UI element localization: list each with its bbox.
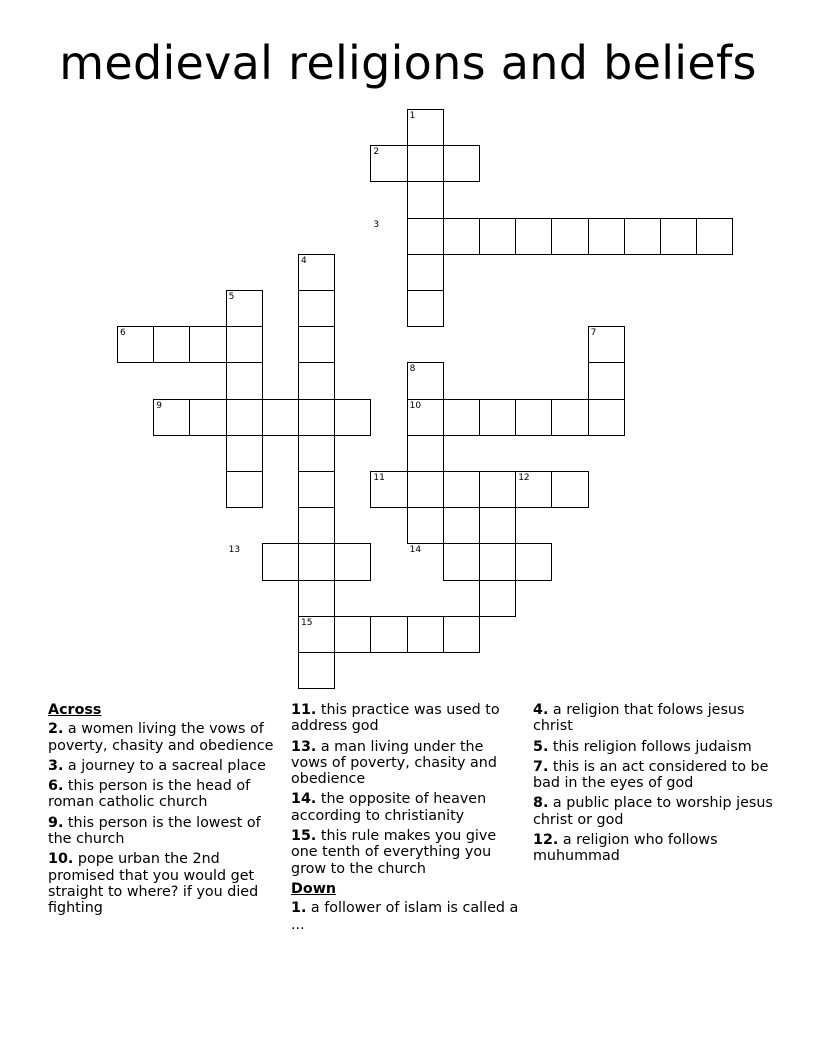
grid-cell[interactable] (370, 616, 407, 653)
clue-down-1: 1. a follower of islam is called a ... (291, 900, 519, 933)
grid-cell[interactable] (407, 616, 444, 653)
grid-cell[interactable] (226, 471, 263, 508)
grid-cell[interactable] (226, 326, 263, 363)
grid-cell[interactable] (515, 399, 552, 436)
grid-cell[interactable] (515, 543, 552, 580)
clue-across-9: 9. this person is the lowest of the church (48, 814, 261, 848)
clue-down-8: 8. a public place to worship jesus christ or god (533, 795, 773, 828)
grid-cell[interactable] (551, 471, 588, 508)
grid-cell[interactable] (334, 399, 371, 436)
clue-number-label: 6 (120, 328, 126, 339)
clue-number-label: 14 (409, 545, 422, 556)
clue-number-label: 1 (409, 111, 416, 121)
grid-cell[interactable] (624, 218, 661, 255)
grid-cell[interactable] (189, 326, 226, 363)
grid-cell[interactable] (334, 543, 371, 580)
grid-cell[interactable] (515, 218, 552, 255)
clue-number-label: 9 (156, 400, 162, 411)
clue-down-7: 7. this is an act considered to be bad in the eyes of god (533, 758, 769, 792)
clue-across-2: 2. a women living the vows of poverty, chasity and obedience (48, 721, 274, 754)
clue-down-5: 5. this religion follows judaism (533, 738, 752, 755)
clue-number-label: 11 (373, 473, 385, 483)
grid-cell[interactable] (407, 471, 444, 508)
grid-cell[interactable] (226, 362, 263, 399)
grid-cell[interactable] (407, 145, 444, 182)
grid-cell[interactable] (479, 580, 516, 617)
grid-cell[interactable] (334, 616, 371, 653)
grid-cell[interactable] (443, 543, 480, 580)
clue-number-label: 4 (301, 255, 307, 266)
clue-across-15: 15. this rule makes you give one tenth of everything you grow to the church (291, 828, 497, 877)
grid-cell[interactable] (479, 543, 516, 580)
grid-cell[interactable] (298, 471, 335, 508)
clue-across-14: 14. the opposite of heaven according to christianity (291, 791, 487, 824)
grid-cell[interactable] (696, 218, 733, 255)
clue-number-label: 3 (373, 219, 380, 230)
grid-cell[interactable] (298, 435, 335, 472)
clue-number-label: 12 (518, 473, 530, 483)
grid-cell[interactable] (551, 399, 588, 436)
clue-across-13: 13. a man living under the vows of poverty, chasity and obedience (291, 738, 497, 788)
down-heading: Down (291, 880, 337, 897)
grid-cell[interactable] (407, 181, 444, 218)
grid-cell[interactable] (298, 652, 335, 689)
clue-across-10: 10. pope urban the 2nd promised that you would get straight to where? if you died fighting (48, 851, 259, 917)
clue-number-label: 2 (373, 147, 380, 158)
grid-cell[interactable] (443, 145, 480, 182)
clue-number-label: 8 (409, 364, 416, 375)
grid-cell[interactable] (298, 580, 335, 617)
grid-cell[interactable] (479, 399, 516, 436)
grid-cell[interactable] (298, 399, 335, 436)
grid-cell[interactable] (262, 543, 299, 580)
grid-cell[interactable] (153, 326, 190, 363)
grid-cell[interactable] (551, 218, 588, 255)
clue-number-label: 10 (409, 400, 422, 411)
grid-cell[interactable] (407, 290, 444, 327)
grid-cell[interactable] (189, 399, 226, 436)
grid-cell[interactable] (298, 507, 335, 544)
grid-cell[interactable] (443, 616, 480, 653)
clue-down-4: 4. a religion that folows jesus christ (533, 702, 745, 735)
grid-cell[interactable] (407, 218, 444, 255)
grid-cell[interactable] (588, 362, 625, 399)
page-title: medieval religions and beliefs (59, 36, 757, 90)
grid-cell[interactable] (407, 507, 444, 544)
clue-down-12: 12. a religion who follows muhummad (533, 832, 718, 865)
clue-number-label: 5 (228, 292, 235, 302)
clue-number-label: 7 (590, 328, 597, 339)
across-heading: Across (48, 702, 102, 718)
clues-column-3 (533, 702, 773, 869)
grid-cell[interactable] (298, 290, 335, 327)
grid-cell[interactable] (298, 362, 335, 399)
grid-cell[interactable] (443, 218, 480, 255)
grid-cell[interactable] (588, 399, 625, 436)
grid-cell[interactable] (479, 218, 516, 255)
clue-number-label: 15 (301, 617, 313, 628)
grid-cell[interactable] (262, 399, 299, 436)
clue-across-3: 3. a journey to a sacreal place (48, 757, 266, 774)
clues-column-2 (291, 702, 519, 937)
grid-cell[interactable] (226, 435, 263, 472)
grid-cell[interactable] (443, 399, 480, 436)
clue-across-11: 11. this practice was used to address god (291, 702, 500, 735)
clue-across-6: 6. this person is the head of roman catholic church (48, 778, 251, 811)
grid-cell[interactable] (479, 471, 516, 508)
grid-cell[interactable] (298, 326, 335, 363)
grid-cell[interactable] (443, 471, 480, 508)
grid-cell[interactable] (226, 399, 263, 436)
grid-cell[interactable] (407, 254, 444, 291)
clue-number-label: 13 (228, 545, 241, 556)
clues-column-1 (48, 702, 276, 921)
grid-cell[interactable] (298, 543, 335, 580)
grid-cell[interactable] (479, 507, 516, 544)
grid-cell[interactable] (660, 218, 697, 255)
grid-cell[interactable] (407, 435, 444, 472)
grid-cell[interactable] (588, 218, 625, 255)
